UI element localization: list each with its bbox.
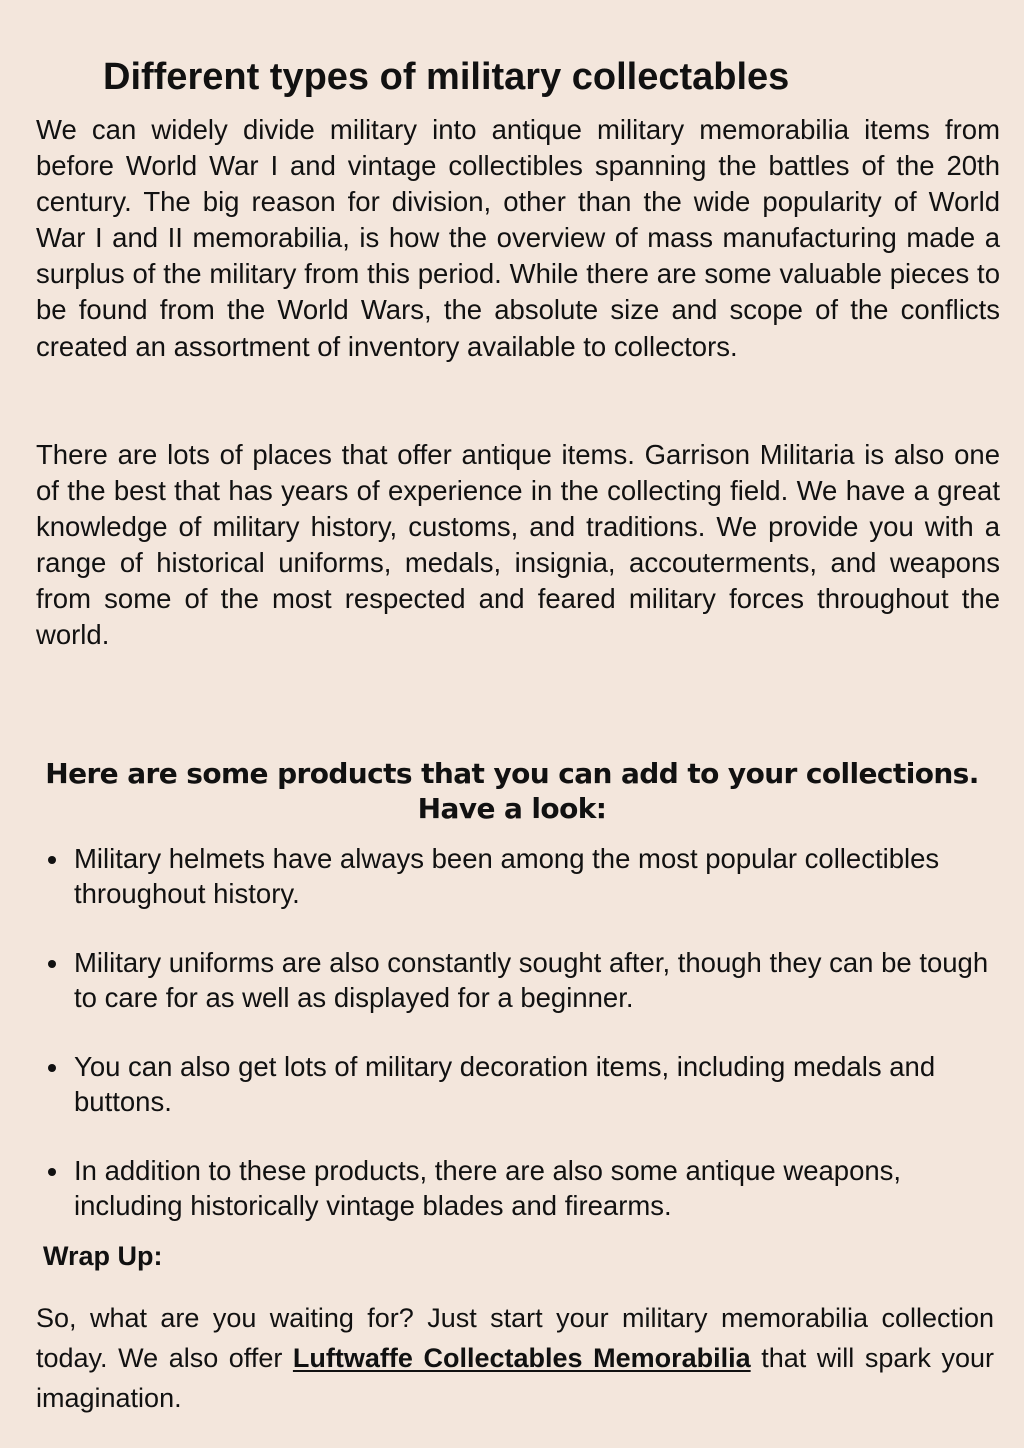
products-heading [0, 756, 1024, 826]
list-item [36, 841, 1006, 911]
wrap-up-text-before: So, what are you waiting for? Just start your military memorabilia collection today. We also offer [36, 1303, 994, 1373]
wrap-up-title: Wrap Up: [43, 1241, 163, 1271]
products-heading-line1: Here are some products that you can add to your collections. [45, 757, 979, 790]
intro-paragraph: We can widely divide military into antique military memorabilia items from before World War I and vintage collectibles spanning the battles of the 20th century. The big reason for division, other than the wide popularity of World War I and II memorabilia, is how the overview of mass manufacturing made a surplus of the military from this period. While there are some valuable pieces to be found from the World Wars, the absolute size and scope of the conflicts created an assortment of inventory available to collectors. [36, 114, 1000, 362]
list-item [36, 1153, 1006, 1223]
products-heading-line2: Have a look: [417, 792, 607, 825]
list-item-text: In addition to these products, there are also some antique weapons, including historically vintage blades and firearms. [74, 1155, 902, 1221]
list-item [36, 1049, 1006, 1119]
list-item-text: You can also get lots of military decoration items, including medals and buttons. [74, 1051, 936, 1117]
garrison-paragraph: There are lots of places that offer antique items. Garrison Militaria is also one of the best that has years of experience in the collecting field. We have a great knowledge of military history, customs, and traditions. We provide you with a range of historical uniforms, medals, insignia, accouterments, and weapons from some of the most respected and feared military forces throughout the world. [36, 439, 1000, 651]
bullet-icon [48, 1168, 56, 1176]
wrap-up-text-after: that will spark your imagination. [36, 1343, 994, 1413]
list-item [36, 945, 1006, 1015]
luftwaffe-collectables-link[interactable]: Luftwaffe Collectables Memorabilia [292, 1343, 751, 1373]
list-item-text: Military uniforms are also constantly sought after, though they can be tough to care for as well as displayed for a beginner. [74, 947, 989, 1013]
bullet-icon [48, 960, 56, 968]
page-title: Different types of military collectables [103, 56, 790, 98]
bullet-icon [48, 1064, 56, 1072]
products-list [36, 841, 1006, 1257]
list-item-text: Military helmets have always been among the most popular collectibles throughout history. [74, 843, 940, 909]
bullet-icon [48, 856, 56, 864]
wrap-up-paragraph [36, 1298, 994, 1418]
